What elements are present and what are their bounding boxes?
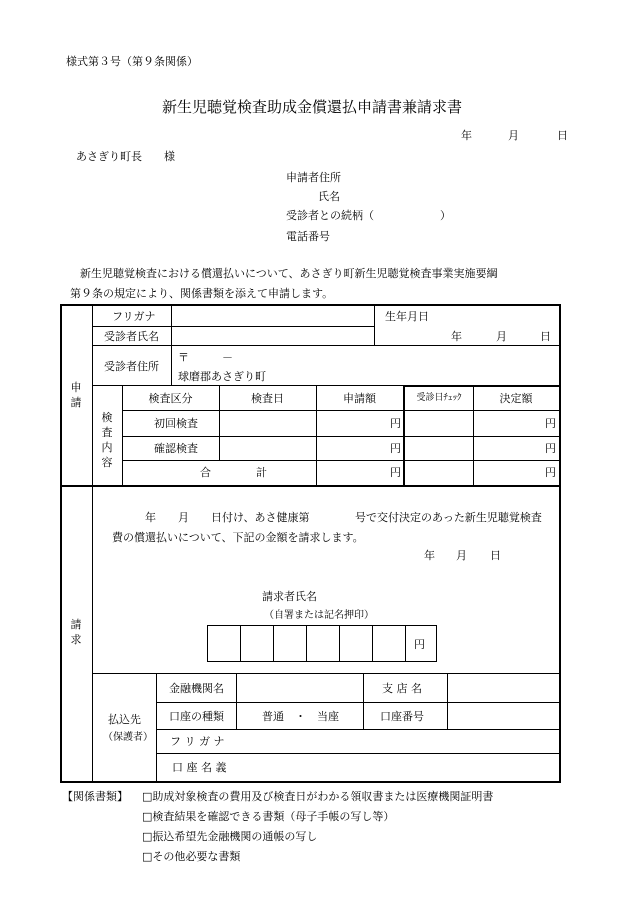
claim-text-decision: 号で交付決定のあった新生児聴覚検査 (355, 511, 542, 524)
birth-year: 年 (451, 330, 462, 343)
claim-text-year: 年 (145, 511, 156, 524)
signature-note: （自署または記名押印） (264, 610, 374, 621)
row-first-exam-decided-unit: 円 (545, 417, 556, 430)
row-confirm-exam-decided-unit: 円 (545, 442, 556, 455)
applicant-relation-label: 受診者との続柄（ ） (286, 209, 451, 222)
claim-side-label: 請求 (70, 618, 82, 646)
document-item[interactable]: □検査結果を確認できる書類（母子手帳の写し等） (142, 810, 395, 823)
header-date-year: 年 (461, 129, 472, 142)
birth-day: 日 (540, 330, 551, 343)
header-amount: 申請額 (343, 392, 376, 405)
header-exam-type: 検査区分 (148, 392, 193, 405)
payee-label: 払込先 (108, 713, 141, 726)
form-number: 様式第３号（第９条関係） (66, 55, 198, 68)
account-type-label: 口座の種類 (169, 710, 224, 723)
row-confirm-exam-label: 確認検査 (154, 442, 198, 455)
claim-date-year: 年 (424, 549, 435, 562)
row-first-exam-amount-unit: 円 (390, 417, 401, 430)
furigana-label: フリガナ (112, 310, 156, 323)
amount-unit: 円 (414, 638, 425, 651)
claim-date-day: 日 (490, 549, 501, 562)
account-type-options[interactable]: 普通 ・ 当座 (262, 710, 339, 723)
header-exam-date: 検査日 (251, 392, 284, 405)
page-title: 新生児聴覚検査助成金償還払申請書兼請求書 (162, 98, 463, 116)
total-label-b: 計 (256, 466, 267, 479)
claim-text-day: 日付け、あさ健康第 (211, 511, 310, 524)
branch-field[interactable] (448, 674, 559, 702)
claim-date-month: 月 (456, 549, 467, 562)
addressee: あさぎり町長 様 (76, 150, 175, 163)
branch-label: 支 店 名 (382, 682, 422, 695)
postal-mark: 〒 － (178, 351, 233, 364)
account-holder-field[interactable] (237, 754, 559, 781)
document-item[interactable]: □助成対象検査の費用及び検査日がわかる領収書または医療機関証明書 (142, 790, 494, 803)
exam-side-label: 検査内容 (101, 411, 113, 469)
total-amount-unit: 円 (390, 466, 401, 479)
document-item[interactable]: □その他必要な書類 (142, 850, 241, 863)
account-number-label: 口座番号 (380, 710, 424, 723)
row-first-exam-label: 初回検査 (154, 417, 198, 430)
account-holder-label: 口 座 名 義 (172, 761, 227, 774)
claim-text-month: 月 (178, 511, 189, 524)
birthdate-label: 生年月日 (385, 310, 429, 323)
documents-label: 【関係書類】 (62, 790, 128, 803)
applicant-name-label: 氏名 (318, 190, 340, 203)
row-confirm-exam-amount-unit: 円 (390, 442, 401, 455)
document-item[interactable]: □振込希望先金融機関の通帳の写し (142, 830, 318, 843)
total-decided-unit: 円 (545, 466, 556, 479)
header-date-month: 月 (508, 129, 519, 142)
claim-text-line-2: 費の償還払いについて、下記の金額を請求します。 (112, 531, 364, 544)
header-date-day: 日 (557, 129, 568, 142)
bank-name-field[interactable] (237, 674, 363, 702)
applicant-phone-label: 電話番号 (286, 230, 330, 243)
applicant-address-label: 申請者住所 (286, 171, 341, 184)
holder-furigana-field[interactable] (237, 730, 559, 753)
header-decided-amount: 決定額 (499, 392, 533, 405)
address-prefix: 球磨郡あさぎり町 (178, 370, 266, 383)
account-number-field[interactable] (448, 703, 559, 729)
total-label-a: 合 (200, 466, 211, 479)
patient-name-label: 受診者氏名 (104, 330, 159, 343)
bank-name-label: 金融機関名 (169, 682, 224, 695)
guardian-label: （保護者） (103, 732, 153, 743)
application-side-label: 申請 (70, 381, 82, 409)
amount-digit-boxes[interactable] (208, 626, 405, 661)
header-date-check: 受診日ﾁｪｯｸ (416, 393, 462, 403)
birth-month: 月 (496, 330, 507, 343)
claimant-name-label: 請求者氏名 (262, 590, 317, 603)
intro-line-2: 第９条の規定により、関係書類を添えて申請します。 (70, 287, 334, 300)
intro-line-1: 新生児聴覚検査における償還払いについて、あさぎり町新生児聴覚検査事業実施要綱 (80, 267, 498, 280)
patient-address-label: 受診者住所 (104, 360, 159, 373)
holder-furigana-label: フ リ ガ ナ (170, 735, 225, 748)
